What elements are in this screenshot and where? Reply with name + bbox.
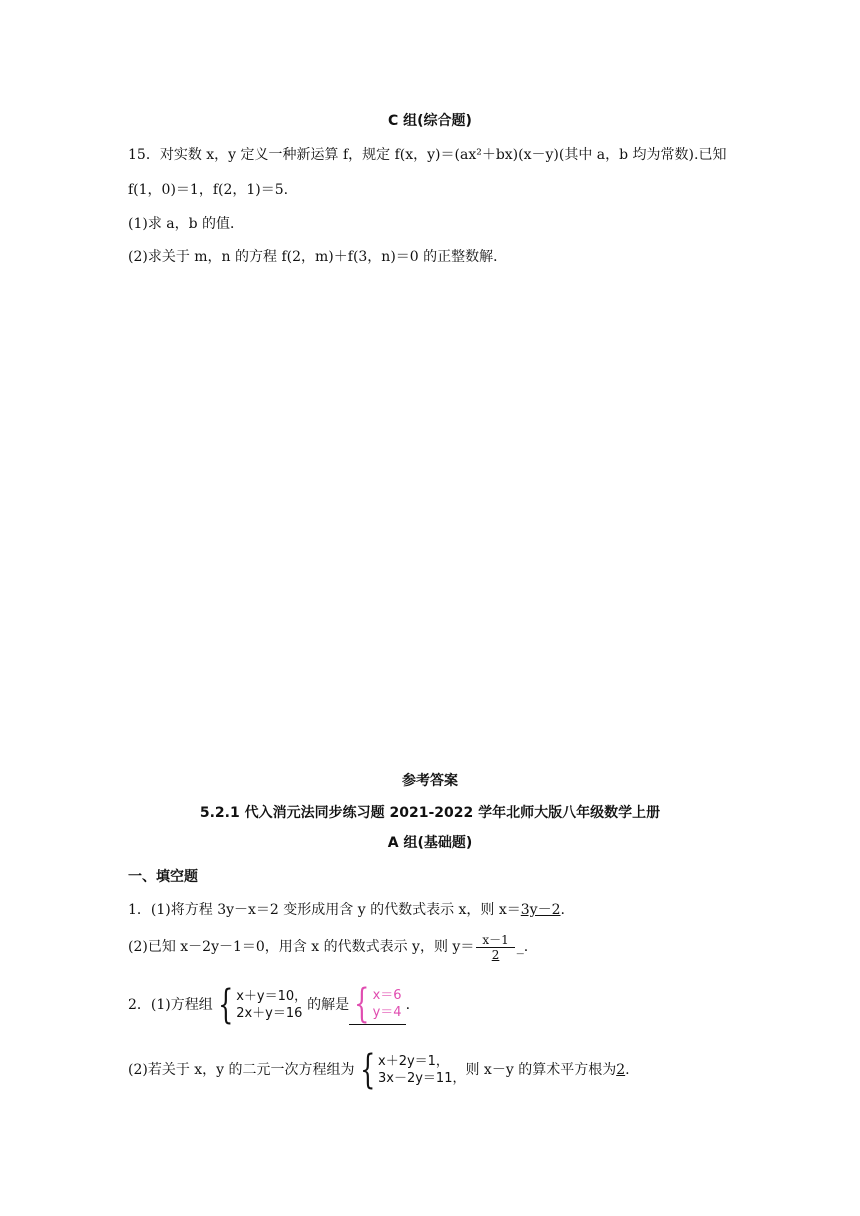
answers-subtitle: 5.2.1 代入消元法同步练习题 2021-2022 学年北师大版八年级数学上册 [199,805,661,821]
solution-system-1 [349,981,405,1027]
section-fill-in-blank: 一、填空题 [128,869,198,885]
answer-2-part-1-text: 2．(1)方程组 [128,996,213,1013]
answer-1-part-1-value: 3y－2 [520,902,561,918]
group-c-title: C 组(综合题) [388,113,472,129]
answer-1-part-2 [128,932,528,962]
question-15-line-2: f(1，0)＝1，f(2，1)＝5. [128,182,289,198]
system-2-eq-2: 3x－2y＝11， [378,1071,466,1086]
answers-heading: 参考答案 [402,773,458,789]
system-equations [378,1053,465,1087]
system-2-eq-1: x＋2y＝1， [378,1054,449,1069]
fraction-denominator: 2 [491,947,500,962]
group-a-title: A 组(基础题) [387,835,473,851]
question-15-line-1: 15．对实数 x，y 定义一种新运算 f，规定 f(x，y)＝(ax²＋bx)(x－y)(其中 a，b 均为常数).已知 [128,147,727,163]
equation-system-1 [213,981,308,1028]
solution-left-brace: { [354,981,370,1027]
left-brace: { [359,1047,375,1093]
left-brace: { [217,981,234,1028]
system-1-eq-1: x＋y＝10， [236,988,308,1004]
equation-system-2 [355,1047,466,1093]
answer-2-part-1-suffix: . [405,996,411,1013]
system-equations [236,988,307,1022]
answer-1-part-2-suffix: _. [516,939,529,955]
answer-2-part-1 [128,981,411,1028]
question-15-part-1: (1)求 a，b 的值． [128,216,245,232]
question-15-part-2: (2)求关于 m，n 的方程 f(2，m)＋f(3，n)＝0 的正整数解． [128,249,508,265]
answer-2-part-2-suffix: . [625,1062,630,1078]
solution-1-x: x＝6 [372,988,402,1003]
answer-1-part-2-fraction [476,933,514,962]
answer-2-part-2-text: (2)若关于 x，y 的二元一次方程组为 [128,1062,355,1078]
answer-2-part-1-mid: 的解是 [307,996,350,1013]
answer-1-part-1 [128,901,565,919]
answer-2-part-2 [128,1047,630,1093]
system-1-eq-2: 2x＋y＝16 [236,1005,303,1021]
answer-1-part-1-suffix: . [560,902,565,918]
solution-equations [373,987,402,1021]
solution-1-y: y＝4 [372,1005,402,1020]
fraction-numerator: x－1 [476,933,514,948]
answer-2-part-2-value: 2 [616,1062,626,1078]
answer-1-part-1-text: 1．(1)将方程 3y－x＝2 变形成用含 y 的代数式表示 x，则 x＝ [128,902,521,918]
answer-2-part-2-mid: 则 x－y 的算术平方根为 [465,1062,617,1078]
answer-1-part-2-text: (2)已知 x－2y－1＝0，用含 x 的代数式表示 y，则 y＝ [128,939,475,955]
